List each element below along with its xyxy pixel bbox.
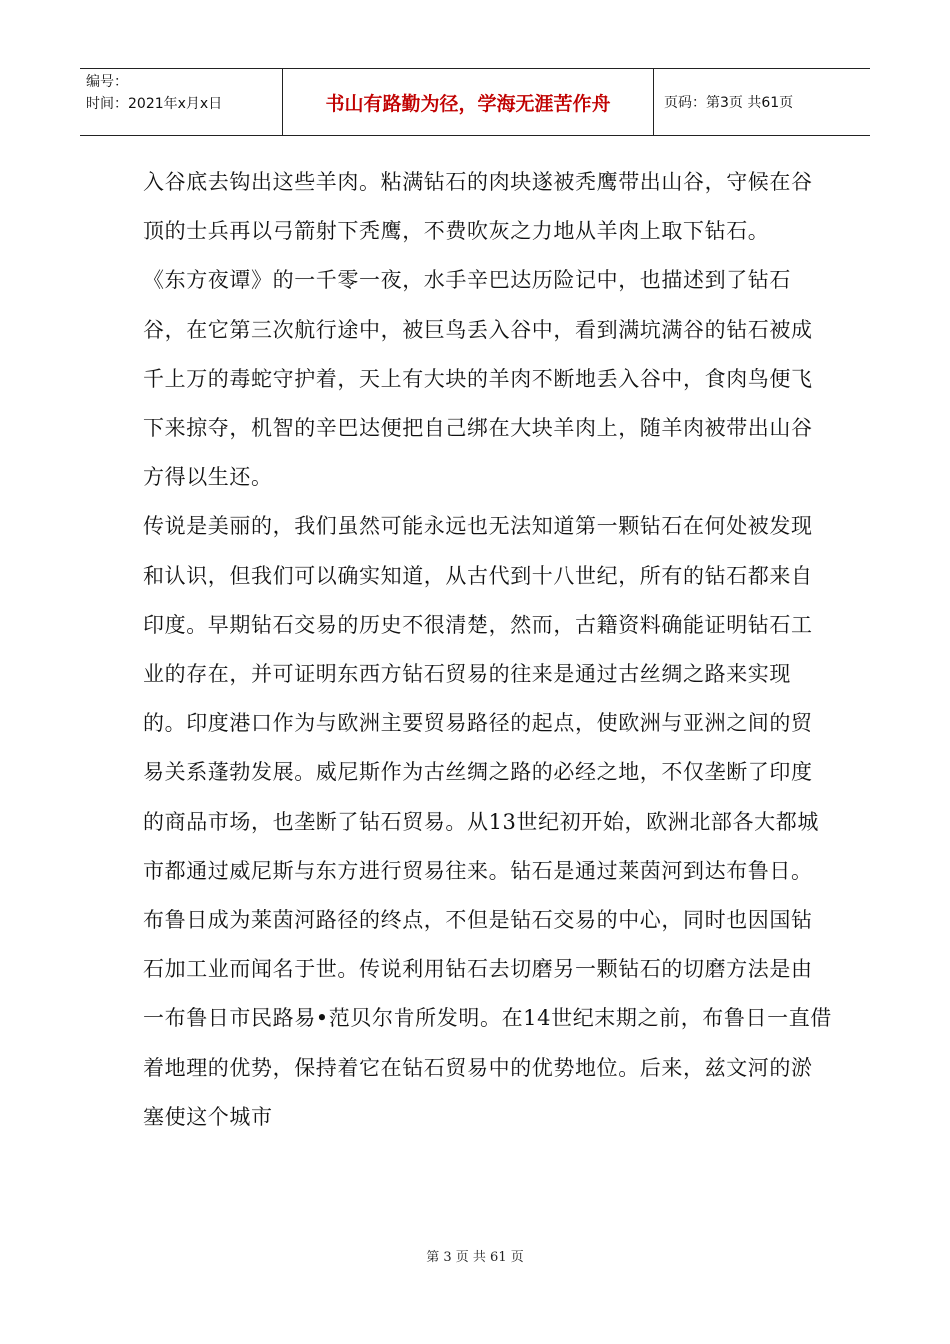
paragraph-2: 《东方夜谭》的一千零一夜，水手辛巴达历险记中，也描述到了钻石谷，在它第三次航行途中，被巨鸟丢入谷中，看到满坑满谷的钻石被成千上万的毒蛇守护着，天上有大块的羊肉不断地丢入谷中，食肉鸟便飞下来掠夺，机智的辛巴达便把自己绑在大块羊肉上，随羊肉被带出山谷方得以生还。: [143, 268, 813, 490]
paragraph-1: 入谷底去钩出这些羊肉。粘满钻石的肉块遂被秃鹰带出山谷，守候在谷顶的士兵再以弓箭射下秃鹰，不费吹灰之力地从羊肉上取下钻石。: [143, 170, 813, 244]
header-page-info: 页码：第3页 共61页: [664, 95, 794, 111]
document-number-label: 编号：: [86, 74, 128, 90]
page-header: [80, 68, 870, 136]
document-time-label: 时间：2021年x月x日: [86, 96, 223, 112]
paragraph-3: 传说是美丽的，我们虽然可能永远也无法知道第一颗钻石在何处被发现和认识，但我们可以确实知道，从古代到十八世纪，所有的钻石都来自印度。早期钻石交易的历史不很清楚，然而，古籍资料确能证明钻石工业的存在，并可证明东西方钻石贸易的往来是通过古丝绸之路来实现的。印度港口作为与欧洲主要贸易路径的起点，使欧洲与亚洲之间的贸易关系蓬勃发展。威尼斯作为古丝绸之路的必经之地，不仅垄断了印度的商品市场，也垄断了钻石贸易。从13世纪初开始，欧洲北部各大都城市都通过威尼斯与东方进行贸易往来。钻石是通过莱茵河到达布鲁日。布鲁日成为莱茵河路径的终点，不但是钻石交易的中心，同时也因国钻石加工业而闻名于世。传说利用钻石去切磨另一颗钻石的切磨方法是由一布鲁日市民路易•范贝尔肯所发明。在14世纪末期之前，布鲁日一直借着地理的优势，保持着它在钻石贸易中的优势地位。后来，兹文河的淤塞使这个城市: [143, 514, 832, 1129]
header-meta: [80, 69, 283, 135]
header-motto: 书山有路勤为径，学海无涯苦作舟: [283, 69, 654, 135]
document-body: [143, 158, 833, 1142]
page-footer: 第 3 页 共 61 页: [426, 1250, 524, 1265]
